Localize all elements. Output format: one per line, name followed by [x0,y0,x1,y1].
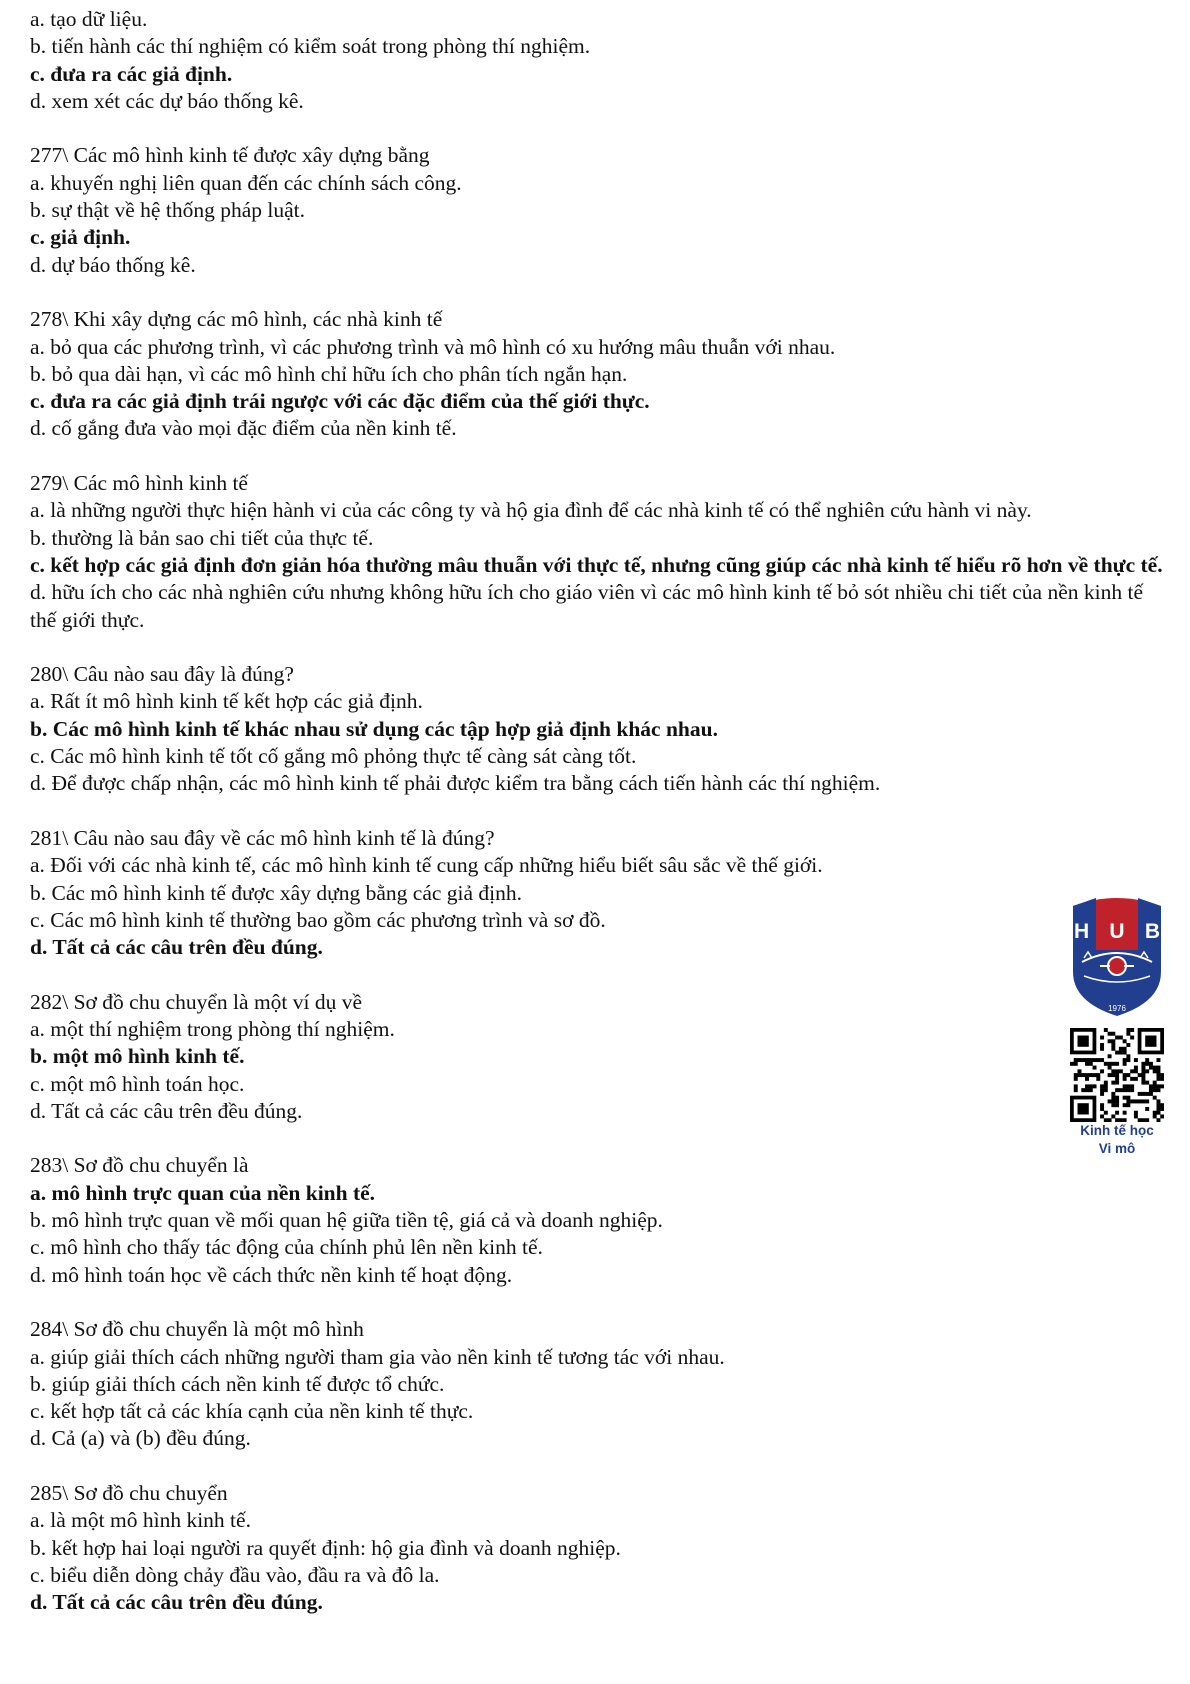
answer-line: c. Các mô hình kinh tế tốt cố gắng mô phỏng thực tế càng sát càng tốt. [30,744,637,769]
answer-line: d. hữu ích cho các nhà nghiên cứu nhưng không hữu ích cho giáo viên vì các mô hình kinh tế bỏ sót nhiều chi tiết của nền kinh tế thế giới thực. [30,580,1143,632]
answer-line: a. một thí nghiệm trong phòng thí nghiệm. [30,1016,395,1041]
document-body [30,6,1165,1617]
paragraph-gap [30,1453,1165,1480]
answer-line: d. mô hình toán học về cách thức nền kinh tế hoạt động. [30,1262,513,1287]
question-line: 283\ Sơ đồ chu chuyển là [30,1153,249,1178]
answer-line: b. mô hình trực quan về mối quan hệ giữa tiền tệ, giá cả và doanh nghiệp. [30,1208,663,1233]
answer-line: c. một mô hình toán học. [30,1071,245,1096]
question-line: 284\ Sơ đồ chu chuyển là một mô hình [30,1317,364,1342]
answer-line: a. khuyến nghị liên quan đến các chính sách công. [30,170,462,195]
correct-answer-line: c. giả định. [30,225,131,250]
question-line: 280\ Câu nào sau đây là đúng? [30,662,294,687]
answer-line: a. Rất ít mô hình kinh tế kết hợp các giả định. [30,689,423,714]
question-line: 282\ Sơ đồ chu chuyển là một ví dụ về [30,989,363,1014]
correct-answer-line: c. đưa ra các giả định. [30,61,233,86]
correct-answer-line: b. một mô hình kinh tế. [30,1044,245,1069]
hub-logo-block [1066,892,1168,1158]
paragraph-gap [30,279,1165,306]
answer-line: d. dự báo thống kê. [30,252,196,277]
hub-shield-logo [1070,892,1164,1016]
logo-year: 1976 [1108,1004,1126,1013]
qr-code [1070,1028,1164,1122]
answer-line: c. biểu diễn dòng chảy đầu vào, đầu ra và đô la. [30,1562,440,1587]
answer-line: b. giúp giải thích cách nền kinh tế được tổ chức. [30,1371,445,1396]
question-line: 277\ Các mô hình kinh tế được xây dựng bằng [30,143,430,168]
paragraph-gap [30,443,1165,470]
answer-line: a. tạo dữ liệu. [30,7,148,31]
answer-line: b. bỏ qua dài hạn, vì các mô hình chỉ hữu ích cho phân tích ngắn hạn. [30,361,628,386]
paragraph-gap [30,798,1165,825]
logo-letter-h: H [1074,920,1090,943]
paragraph-gap [30,115,1165,142]
paragraph-gap [30,961,1165,988]
answer-line: d. Để được chấp nhận, các mô hình kinh tế phải được kiểm tra bằng cách tiến hành các thí nghiệm. [30,771,881,796]
correct-answer-line: c. kết hợp các giả định đơn giản hóa thường mâu thuẫn với thực tế, nhưng cũng giúp các nhà kinh tế hiểu rõ hơn về thực tế. [30,552,1163,577]
answer-line: a. giúp giải thích cách những người tham gia vào nền kinh tế tương tác với nhau. [30,1344,725,1369]
logo-letter-u: U [1109,920,1125,943]
answer-line: b. tiến hành các thí nghiệm có kiểm soát trong phòng thí nghiệm. [30,34,591,59]
answer-line: b. sự thật về hệ thống pháp luật. [30,198,305,223]
answer-line: c. Các mô hình kinh tế thường bao gồm các phương trình và sơ đồ. [30,907,606,932]
correct-answer-line: d. Tất cả các câu trên đều đúng. [30,1590,323,1615]
answer-line: b. thường là bản sao chi tiết của thực tế. [30,525,374,550]
correct-answer-line: d. Tất cả các câu trên đều đúng. [30,935,323,960]
answer-line: a. là một mô hình kinh tế. [30,1508,251,1533]
answer-line: a. là những người thực hiện hành vi của các công ty và hộ gia đình để các nhà kinh tế có thể nghiên cứu hành vi này. [30,498,1032,523]
answer-line: d. cố gắng đưa vào mọi đặc điểm của nền kinh tế. [30,416,457,441]
question-line: 278\ Khi xây dựng các mô hình, các nhà kinh tế [30,307,443,332]
correct-answer-line: c. đưa ra các giả định trái ngược với các đặc điểm của thế giới thực. [30,389,650,414]
answer-line: d. xem xét các dự báo thống kê. [30,88,304,113]
paragraph-gap [30,1125,1165,1152]
correct-answer-line: a. mô hình trực quan của nền kinh tế. [30,1180,376,1205]
question-line: 285\ Sơ đồ chu chuyển [30,1481,228,1506]
question-line: 281\ Câu nào sau đây về các mô hình kinh tế là đúng? [30,825,495,850]
answer-line: a. bỏ qua các phương trình, vì các phương trình và mô hình có xu hướng mâu thuẫn với nhau. [30,334,836,359]
question-line: 279\ Các mô hình kinh tế [30,471,248,496]
paragraph-gap [30,634,1165,661]
logo-caption-line2: Vi mô [1098,1141,1136,1156]
answer-line: c. mô hình cho thấy tác động của chính phủ lên nền kinh tế. [30,1235,543,1260]
answer-line: b. kết hợp hai loại người ra quyết định: hộ gia đình và doanh nghiệp. [30,1535,621,1560]
answer-line: d. Tất cả các câu trên đều đúng. [30,1098,303,1123]
answer-line: a. Đối với các nhà kinh tế, các mô hình kinh tế cung cấp những hiểu biết sâu sắc về thế giới. [30,853,823,878]
answer-line: c. kết hợp tất cả các khía cạnh của nền kinh tế thực. [30,1399,474,1424]
correct-answer-line: b. Các mô hình kinh tế khác nhau sử dụng các tập hợp giả định khác nhau. [30,716,718,741]
logo-caption-line1: Kinh tế học [1080,1123,1154,1138]
logo-letters [1070,918,1164,945]
logo-letter-b: B [1144,920,1160,943]
answer-line: b. Các mô hình kinh tế được xây dựng bằng các giả định. [30,880,523,905]
answer-line: d. Cả (a) và (b) đều đúng. [30,1426,251,1451]
paragraph-gap [30,1289,1165,1316]
